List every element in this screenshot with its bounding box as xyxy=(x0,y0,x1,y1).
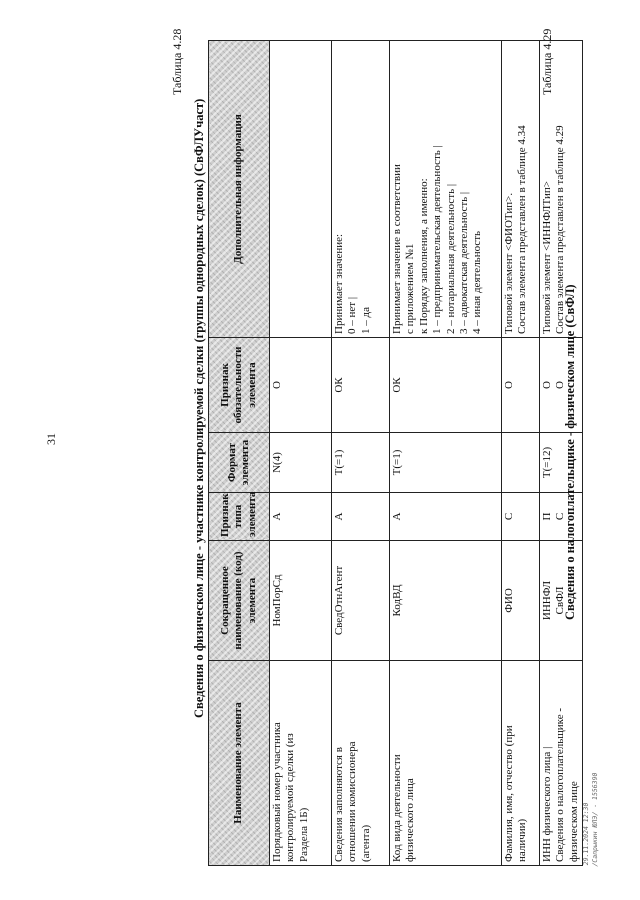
cell-line: Сведения заполняются в xyxy=(333,747,345,862)
cell-line: N(4) xyxy=(271,452,283,473)
cell-line: ИНН физического лица | xyxy=(541,746,553,862)
cell-element-format xyxy=(332,433,390,493)
cell-element-name xyxy=(270,661,332,866)
cell-element-format xyxy=(390,433,502,493)
cell-element-info xyxy=(390,41,502,338)
cell-element-format xyxy=(502,433,540,493)
cell-element-name xyxy=(502,661,540,866)
cell-element-info xyxy=(502,41,540,338)
cell-element-code xyxy=(390,541,502,661)
cell-line: КодВД xyxy=(391,584,403,617)
cell-line: СведОтнАгент xyxy=(333,565,345,636)
cell-line: Принимает значение: xyxy=(333,233,345,334)
table-header-row xyxy=(209,41,270,866)
cell-line: Типовой элемент <ИННФЛТип> xyxy=(541,181,553,334)
cell-line: О xyxy=(554,381,567,389)
cell-line: T(=1) xyxy=(333,449,345,476)
col-header-info: Дополнительная информация xyxy=(209,41,270,338)
cell-line: С xyxy=(554,512,567,521)
table-row xyxy=(390,41,502,866)
cell-line: (агента) xyxy=(359,824,372,862)
cell-element-required xyxy=(332,338,390,433)
cell-line: О xyxy=(503,381,515,389)
cell-element-name xyxy=(390,661,502,866)
cell-line: Сведения о налогоплательщике - xyxy=(554,708,567,862)
cell-element-info xyxy=(270,41,332,338)
cell-line: О xyxy=(541,381,553,389)
cell-element-required xyxy=(390,338,502,433)
cell-line: Принимает значение в соответствии xyxy=(391,164,403,334)
cell-element-name xyxy=(540,661,583,866)
cell-line: с приложением №1 xyxy=(404,243,417,334)
cell-line: отношении комиссионера xyxy=(346,741,359,862)
cell-element-required xyxy=(270,338,332,433)
cell-element-type xyxy=(502,493,540,541)
cell-line: физическом лице xyxy=(567,781,580,862)
cell-element-code xyxy=(332,541,390,661)
cell-line: Состав элемента представлен в таблице 4.29 xyxy=(554,125,567,334)
cell-element-type xyxy=(390,493,502,541)
table-body xyxy=(270,41,583,866)
cell-element-code xyxy=(270,541,332,661)
cell-line: T(=1) xyxy=(391,449,403,476)
cell-line: 1 – да xyxy=(359,307,372,334)
cell-line: 0 – нет | xyxy=(346,296,359,334)
cell-line: наличии) xyxy=(516,818,529,862)
cell-line: Фамилия, имя, отчество (при xyxy=(503,725,515,862)
cell-line: А xyxy=(391,512,403,521)
page-number: 31 xyxy=(44,433,58,445)
col-header-required: Признак обязательности элемента xyxy=(209,338,270,433)
table-4-29-label: Таблица 4.29 xyxy=(540,28,554,95)
cell-element-type xyxy=(270,493,332,541)
cell-line: 2 – нотариальная деятельность | xyxy=(444,183,457,334)
table-4-28-label: Таблица 4.28 xyxy=(170,28,184,95)
table-4-28-title: Сведения о физическом лице - участнике контролируемой сделки (группы однородных сделок) (СвФЛУчаст) xyxy=(192,98,206,718)
cell-element-info xyxy=(332,41,390,338)
cell-element-type xyxy=(332,493,390,541)
cell-line: Типовой элемент <ФИОТип>. xyxy=(503,192,515,334)
cell-line: О xyxy=(271,381,283,389)
cell-element-name xyxy=(332,661,390,866)
table-row xyxy=(502,41,540,866)
col-header-name: Наименование элемента xyxy=(209,661,270,866)
cell-line: контролируемой сделки (из xyxy=(284,733,297,862)
cell-element-code xyxy=(502,541,540,661)
cell-line: А xyxy=(333,512,345,521)
cell-line: Состав элемента представлен в таблице 4.34 xyxy=(516,125,529,334)
cell-line: ОК xyxy=(391,377,403,393)
cell-line: ОК xyxy=(333,377,345,393)
cell-element-format xyxy=(270,433,332,493)
element-table xyxy=(208,40,583,866)
cell-line: к Порядку заполнения, а именно: xyxy=(417,178,430,334)
cell-line: 4 – иная деятельность xyxy=(471,230,484,334)
cell-line: 1 – предпринимательская деятельность | xyxy=(431,145,444,334)
table-row xyxy=(332,41,390,866)
cell-line: Код вида деятельности xyxy=(391,754,403,862)
table-row xyxy=(270,41,332,866)
table-4-29-title: Сведения о налогоплательщике - физическом лице (СвФЛ) xyxy=(563,284,577,620)
signature-stamp xyxy=(582,771,600,867)
stamp-date: 29.11.2024 12:30 xyxy=(582,802,590,866)
cell-line: П xyxy=(541,512,553,521)
cell-line: ФИО xyxy=(503,588,515,613)
col-header-format: Формат элемента xyxy=(209,433,270,493)
col-header-type: Признак типа элемента xyxy=(209,493,270,541)
col-header-code: Сокращенное наименование (код) элемента xyxy=(209,541,270,661)
cell-line: T(=12) xyxy=(541,446,553,479)
cell-line: ИННФЛ xyxy=(541,580,553,621)
stamp-signer: /Сапрыкин ЮЛЭ/ - 1556390 xyxy=(590,772,599,868)
cell-line: физического лица xyxy=(404,778,417,862)
cell-line: С xyxy=(503,512,515,521)
cell-line: СвФЛ xyxy=(554,586,567,615)
cell-element-required xyxy=(502,338,540,433)
cell-line: А xyxy=(271,512,283,521)
cell-line: 3 – адвокатская деятельность | xyxy=(458,191,471,334)
cell-line: Порядковый номер участника xyxy=(271,722,283,862)
cell-line: НомПорСд xyxy=(271,574,283,627)
cell-line: Раздела 1Б) xyxy=(297,807,310,862)
